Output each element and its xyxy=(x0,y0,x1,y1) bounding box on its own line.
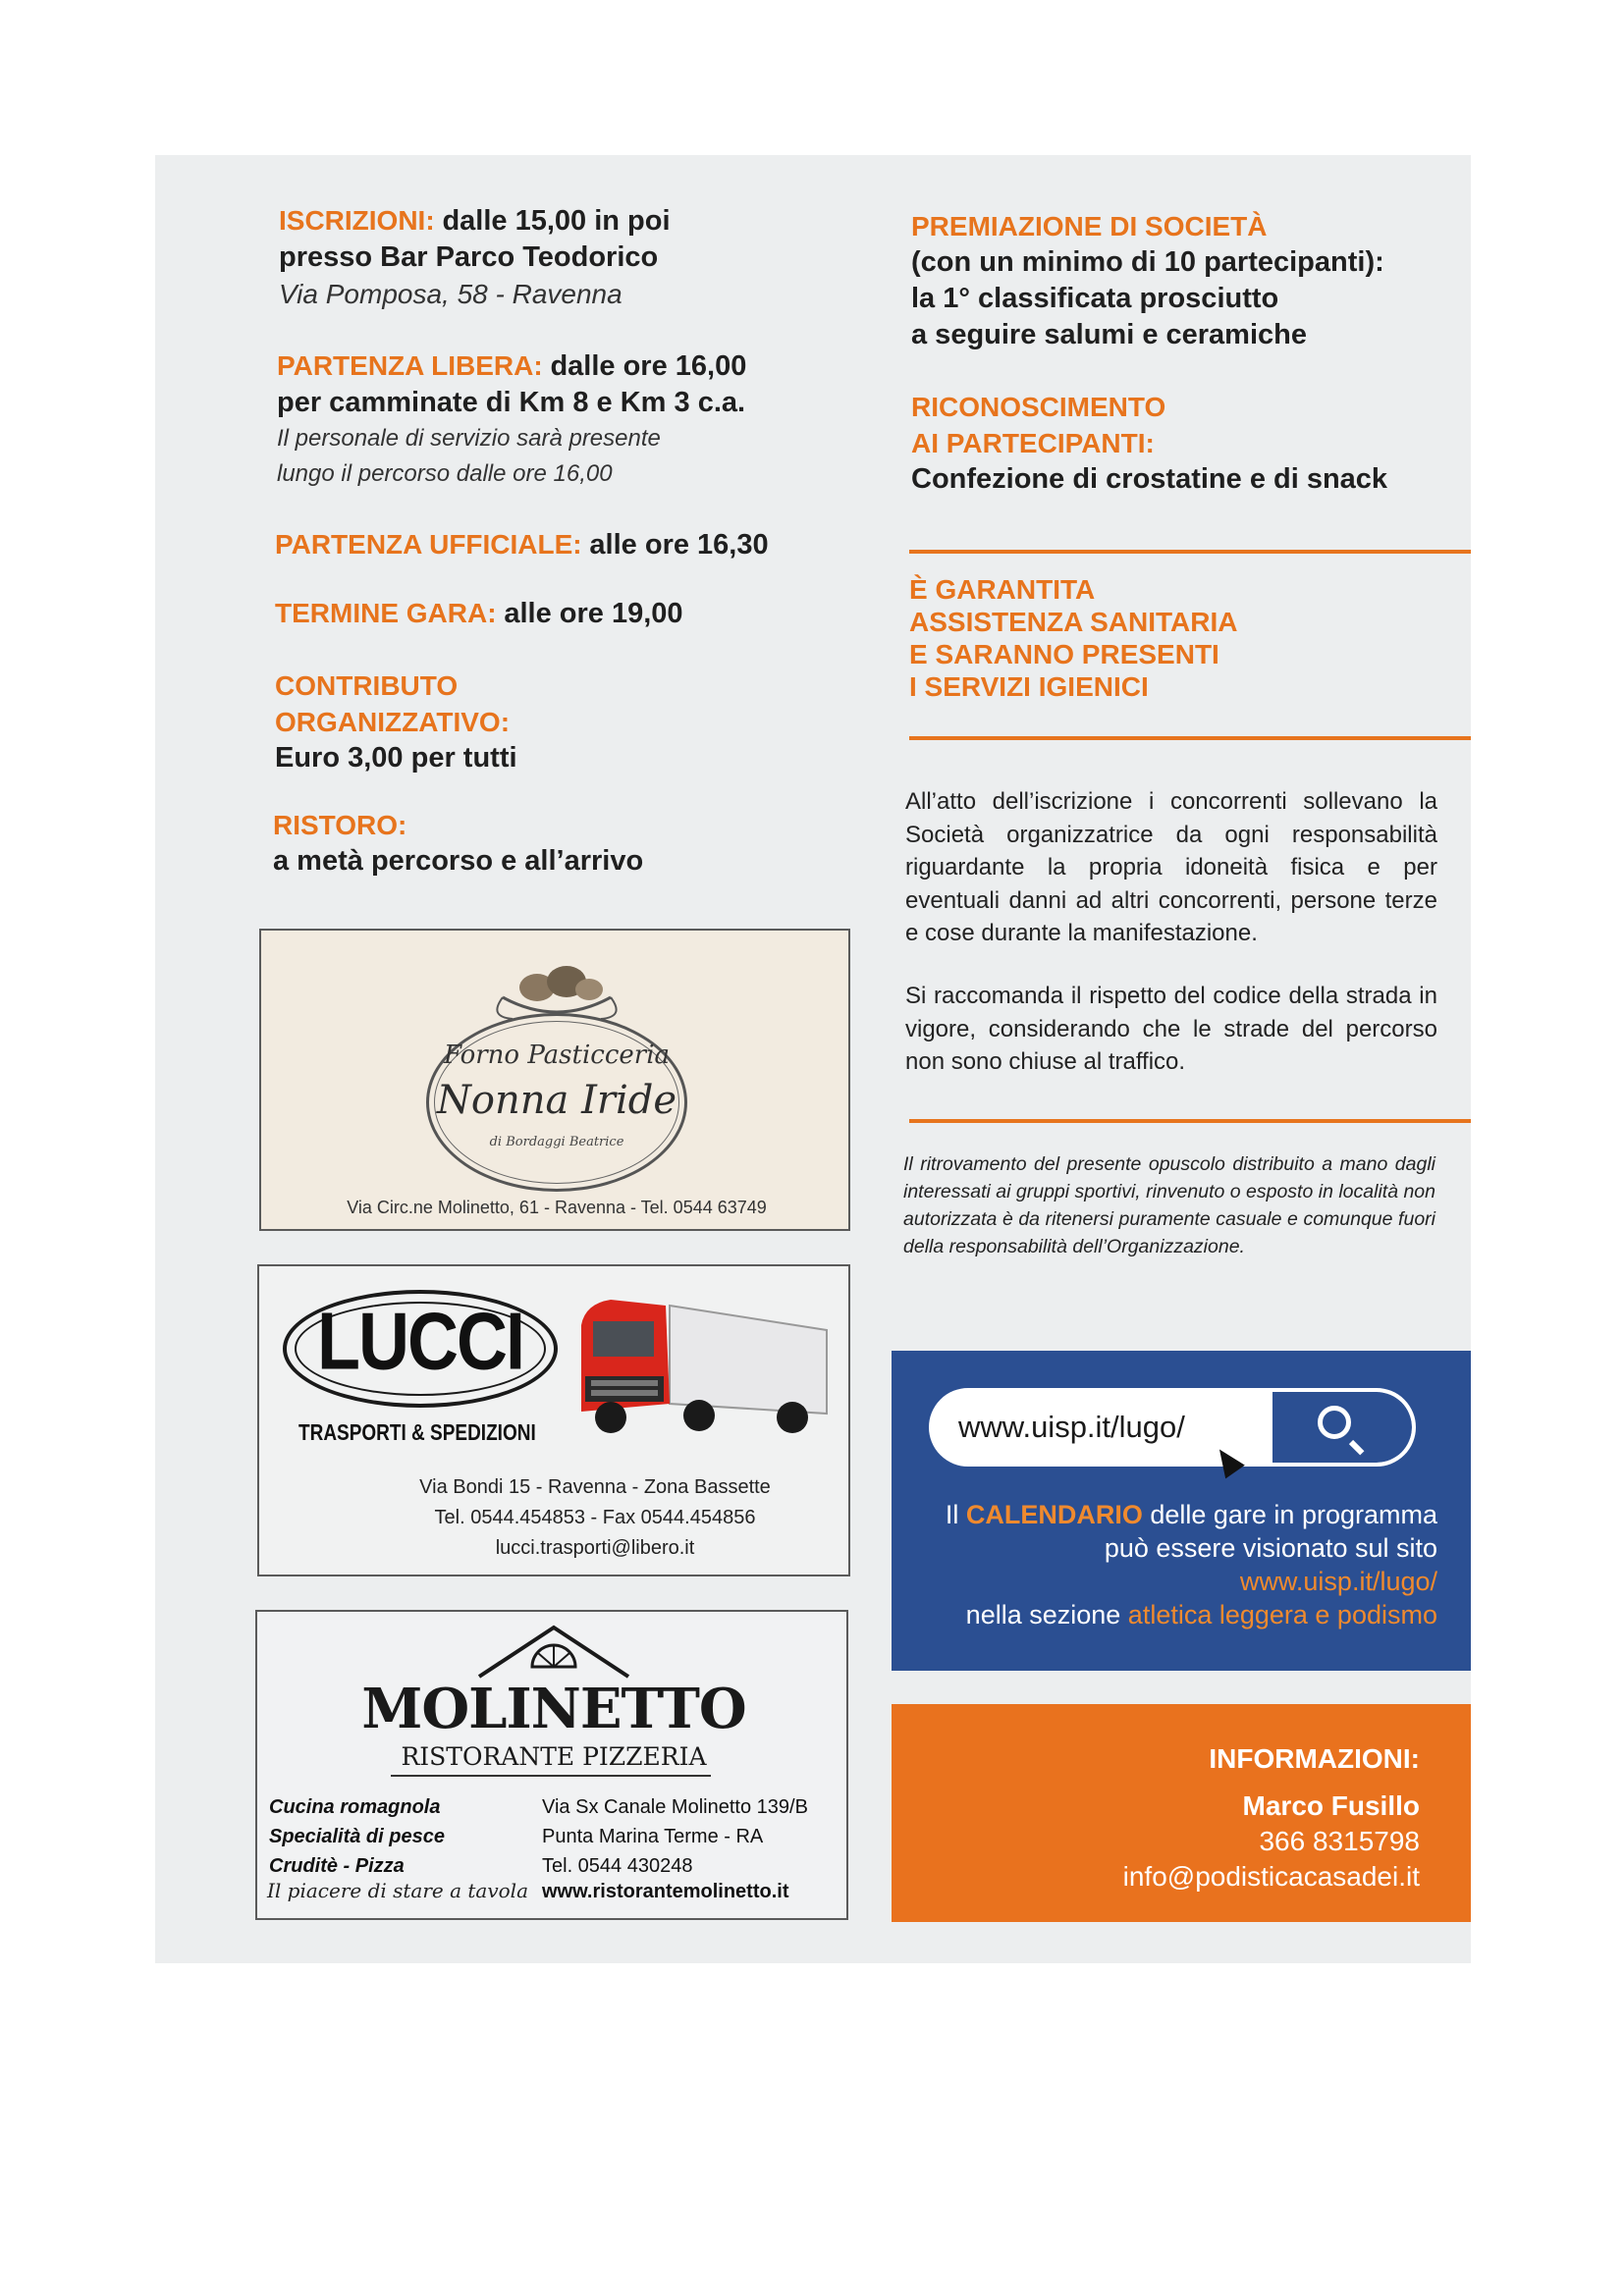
flyer-page xyxy=(155,155,1471,1963)
partenza-libera-note1: Il personale di servizio sarà presente xyxy=(277,425,661,452)
premiazione-title: PREMIAZIONE DI SOCIETÀ xyxy=(911,211,1268,241)
search-icon xyxy=(1318,1406,1351,1439)
molinetto-specialties xyxy=(269,1792,445,1881)
partenza-libera-value: dalle ore 16,00 xyxy=(550,350,747,382)
molinetto-specialty-1: Cucina romagnola xyxy=(269,1796,441,1818)
partenza-libera-distances: per camminate di Km 8 e Km 3 c.a. xyxy=(277,387,746,418)
divider-2 xyxy=(909,736,1471,740)
molinetto-subtitle: RISTORANTE PIZZERIA xyxy=(401,1742,707,1771)
lucci-email: lucci.trasporti@libero.it xyxy=(495,1537,695,1559)
partenza-ufficiale-section xyxy=(275,526,769,563)
ristoro-label: RISTORO: xyxy=(273,810,407,840)
calendar-info: Il CALENDARIO delle gare in programma può essere visionato sul sito www.uisp.it/lugo/ nella sezione atletica leggera e podismo xyxy=(907,1498,1437,1631)
molinetto-address: Via Sx Canale Molinetto 139/B xyxy=(542,1796,808,1818)
molinetto-specialty-2: Specialità di pesce xyxy=(269,1826,445,1847)
info-box xyxy=(892,1704,1471,1922)
lucci-address: Via Bondi 15 - Ravenna - Zona Bassette xyxy=(419,1476,771,1498)
garantita-line1: È GARANTITA xyxy=(909,574,1096,605)
truck-icon xyxy=(571,1286,837,1453)
info-phone[interactable]: 366 8315798 xyxy=(1259,1826,1420,1856)
molinetto-name: MOLINETTO xyxy=(361,1677,746,1741)
ad-molinetto xyxy=(255,1610,848,1920)
iscrizioni-address: Via Pomposa, 58 - Ravenna xyxy=(279,279,623,309)
partenza-ufficiale-value: alle ore 16,30 xyxy=(589,529,769,561)
molinetto-tagline: Il piacere di stare a tavola xyxy=(267,1879,529,1902)
iscrizioni-place: presso Bar Parco Teodorico xyxy=(279,241,659,273)
iscrizioni-label: ISCRIZIONI: xyxy=(279,205,435,236)
traffic-paragraph: Si raccomanda il rispetto del codice della strada in vigore, considerando che le strade del percorso non sono chiuse al traffico. xyxy=(905,983,1437,1075)
lucci-contacts xyxy=(259,1472,852,1564)
premiazione-line2: la 1° classificata prosciutto xyxy=(911,283,1279,314)
search-button[interactable] xyxy=(1272,1392,1412,1463)
lucci-phone: Tel. 0544.454853 - Fax 0544.454856 xyxy=(434,1507,756,1528)
iscrizioni-section xyxy=(279,202,671,312)
contributo-value: Euro 3,00 per tutti xyxy=(275,742,517,774)
premiazione-section xyxy=(911,208,1384,353)
riconoscimento-value: Confezione di crostatine e di snack xyxy=(911,463,1388,495)
calendar-highlight: CALENDARIO xyxy=(965,1500,1143,1529)
partenza-ufficiale-label: PARTENZA UFFICIALE: xyxy=(275,529,582,560)
ristoro-section xyxy=(273,807,643,880)
disclaimer-text: Il ritrovamento del presente opuscolo distribuito a mano dagli interessati ai gruppi sportivi, rinvenuto o esposto in località non autorizzata è da ritenersi puramente casuale e comunque fuori della responsabilità dell’Organizzazione. xyxy=(903,1153,1435,1257)
contributo-label2: ORGANIZZATIVO: xyxy=(275,707,511,737)
divider-3 xyxy=(909,1119,1471,1123)
premiazione-line1: (con un minimo di 10 partecipanti): xyxy=(911,246,1384,278)
riconoscimento-title2: AI PARTECIPANTI: xyxy=(911,428,1155,458)
calendar-line2: può essere visionato sul sito xyxy=(1104,1533,1437,1563)
termine-gara-value: alle ore 19,00 xyxy=(504,598,683,629)
roof-logo-icon xyxy=(475,1622,632,1681)
nonna-iride-address: Via Circ.ne Molinetto, 61 - Ravenna - Tel. 0544 63749 xyxy=(347,1198,767,1217)
molinetto-phone: Tel. 0544 430248 xyxy=(542,1855,693,1877)
url-text: www.uisp.it/lugo/ xyxy=(958,1410,1185,1444)
liability-paragraph: All’atto dell’iscrizione i concorrenti sollevano la Società organizzatrice da ogni responsabilità riguardante la propria idoneità fisica e per eventuali danni ad altri concorrenti, persone terze e cose durante la manifestazione. xyxy=(905,788,1437,946)
ad-lucci xyxy=(257,1264,850,1576)
ad-nonna-iride xyxy=(259,929,850,1231)
nonna-iride-name: Nonna Iride xyxy=(436,1078,677,1123)
info-name: Marco Fusillo xyxy=(1242,1790,1420,1821)
iscrizioni-value: dalle 15,00 in poi xyxy=(442,205,671,237)
divider-1 xyxy=(909,550,1471,554)
calendar-url[interactable]: www.uisp.it/lugo/ xyxy=(1239,1567,1437,1596)
garantita-line3: E SARANNO PRESENTI xyxy=(909,639,1219,669)
partenza-libera-section xyxy=(277,347,746,492)
garantita-line2: ASSISTENZA SANITARIA xyxy=(909,607,1238,637)
garantita-section xyxy=(909,573,1237,703)
termine-gara-section xyxy=(275,595,683,632)
molinetto-divider xyxy=(391,1775,711,1777)
premiazione-line3: a seguire salumi e ceramiche xyxy=(911,319,1307,350)
garantita-line4: I SERVIZI IGIENICI xyxy=(909,671,1149,702)
url-search-bar[interactable] xyxy=(929,1388,1416,1467)
nonna-iride-line1: Forno Pasticceria xyxy=(443,1041,671,1070)
website-box xyxy=(892,1351,1471,1671)
molinetto-specialty-3: Cruditè - Pizza xyxy=(269,1855,405,1877)
info-label: INFORMAZIONI: xyxy=(1209,1743,1420,1774)
lucci-logo: LUCCI xyxy=(317,1297,523,1387)
calendar-section-name: atletica leggera e podismo xyxy=(1127,1600,1437,1629)
ristoro-value: a metà percorso e all’arrivo xyxy=(273,845,644,877)
termine-gara-label: TERMINE GARA: xyxy=(275,598,497,628)
contributo-section xyxy=(275,667,517,776)
molinetto-website[interactable]: www.ristorantemolinetto.it xyxy=(542,1881,789,1902)
riconoscimento-title1: RICONOSCIMENTO xyxy=(911,392,1166,422)
info-email[interactable]: info@podisticacasadei.it xyxy=(1122,1861,1420,1892)
partenza-libera-label: PARTENZA LIBERA: xyxy=(277,350,543,381)
nonna-iride-owner: di Bordaggi Beatrice xyxy=(489,1135,624,1149)
partenza-libera-note2: lungo il percorso dalle ore 16,00 xyxy=(277,460,613,487)
contributo-label1: CONTRIBUTO xyxy=(275,670,459,701)
molinetto-contacts xyxy=(542,1792,808,1881)
lucci-subtitle: TRASPORTI & SPEDIZIONI xyxy=(298,1420,536,1446)
riconoscimento-section xyxy=(911,389,1387,498)
molinetto-town: Punta Marina Terme - RA xyxy=(542,1826,764,1847)
